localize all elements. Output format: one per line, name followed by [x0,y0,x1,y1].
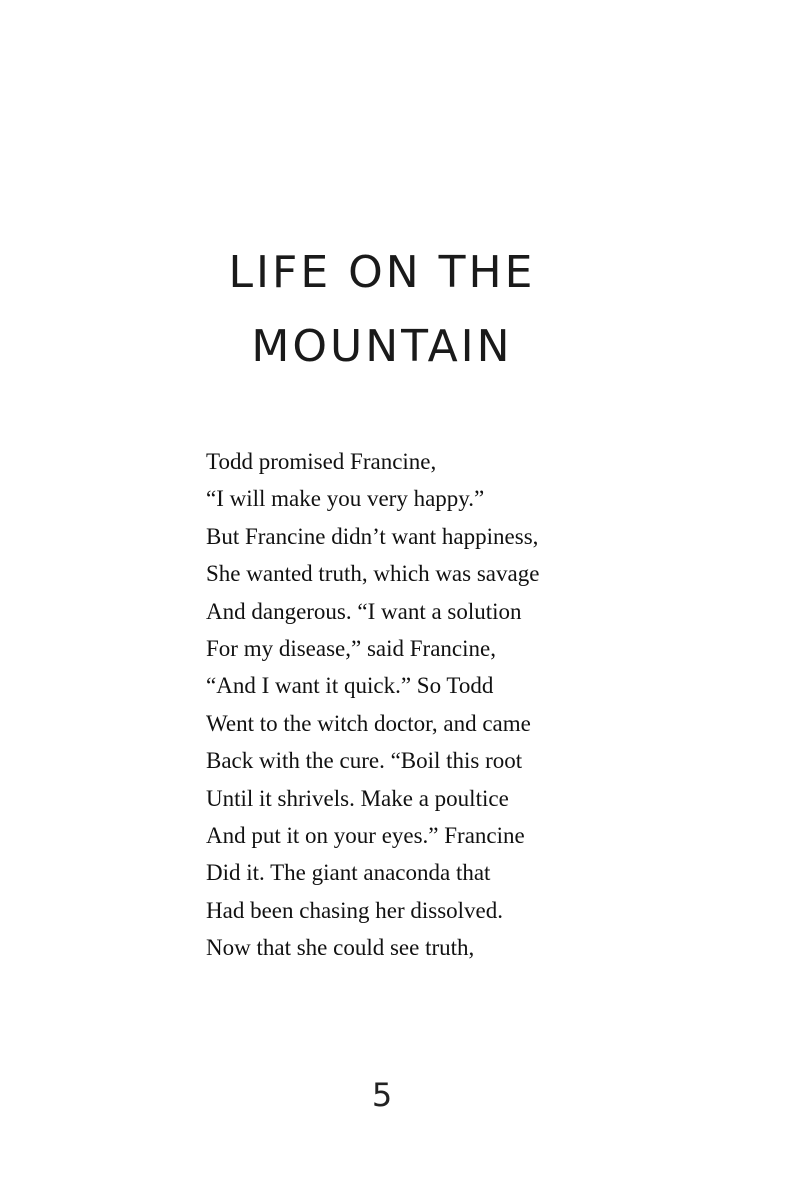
poem-body [206,443,726,967]
page-number: 5 [371,1076,393,1114]
poem-line: And dangerous. “I want a solution [206,598,522,624]
poem-line: Went to the witch doctor, and came [206,710,531,736]
poem-line: Back with the cure. “Boil this root [206,748,523,774]
poem-line: She wanted truth, which was savage [206,561,540,587]
poem-line: “And I want it quick.” So Todd [206,673,494,699]
chapter-title [0,236,764,384]
poem-line: Did it. The giant anaconda that [206,860,491,886]
poem-line: Had been chasing her dissolved. [206,897,504,923]
poem-line: “I will make you very happy.” [206,486,485,512]
poem-line: Until it shrivels. Make a poultice [206,785,509,811]
poem-line: But Francine didn’t want happiness, [206,523,539,549]
chapter-title-line-2: MOUNTAIN [251,321,513,372]
poem-line: Todd promised Francine, [206,449,437,474]
chapter-title-line-1: LIFE ON THE [228,247,536,298]
poem-line: For my disease,” said Francine, [206,636,496,662]
poem-line: Now that she could see truth, [206,935,475,961]
poem-line: And put it on your eyes.” Francine [206,823,525,849]
